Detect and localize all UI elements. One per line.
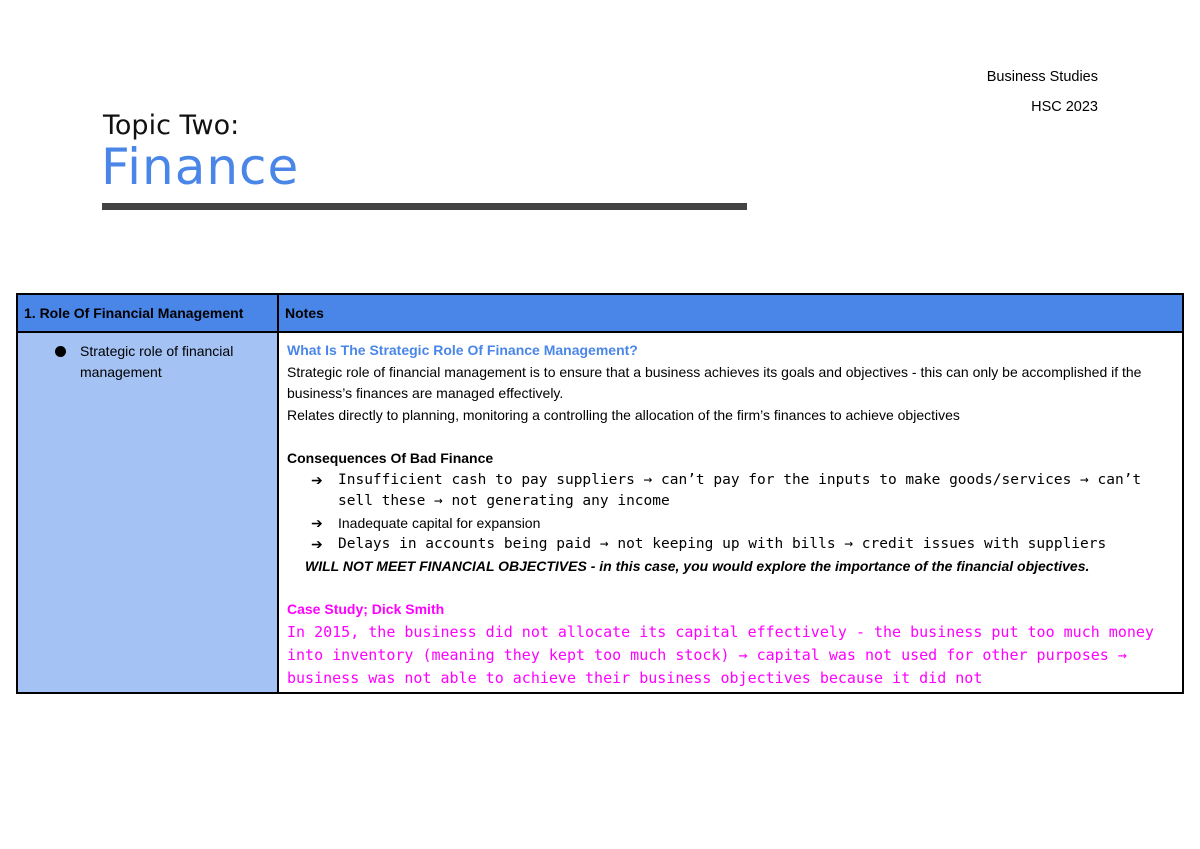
consequence-text: Inadequate capital for expansion xyxy=(338,514,541,531)
subject-label: Business Studies xyxy=(986,69,1098,85)
consequence-text: Delays in accounts being paid → not keeping up with bills → credit issues with suppliers xyxy=(338,536,1107,552)
year-label: HSC 2023 xyxy=(1031,99,1098,115)
case-study-text: In 2015, the business did not allocate its capital effectively - the business put too much money into inventory (meaning they kept too much stock) → capital was not used for other purposes → business was not able to achieve their business objectives because it did not xyxy=(287,622,1154,687)
topic-bullet-text: Strategic role of financial management xyxy=(80,343,234,380)
header-meta xyxy=(987,62,1098,122)
title-divider xyxy=(102,203,747,210)
list-item xyxy=(311,513,1174,535)
topic-label: Topic Two: xyxy=(103,110,240,141)
topic-cell xyxy=(17,332,278,693)
arrow-right-icon: ➔ xyxy=(311,471,323,488)
section-heading-strategic-role: What Is The Strategic Role Of Finance Management? xyxy=(287,342,638,358)
paragraph-relates: Relates directly to planning, monitoring a controlling the allocation of the firm’s finances to achieve objectives xyxy=(287,406,960,423)
notes-cell xyxy=(278,332,1183,693)
arrow-right-icon: ➔ xyxy=(311,514,323,531)
list-item xyxy=(311,534,1174,556)
header-cell-notes: Notes xyxy=(278,294,1183,332)
topic-title: Finance xyxy=(101,138,300,196)
section-heading-consequences: Consequences Of Bad Finance xyxy=(287,450,494,466)
list-item xyxy=(311,470,1174,513)
list-item xyxy=(28,341,269,383)
consequences-list xyxy=(287,470,1174,556)
notes-table xyxy=(16,293,1184,694)
section-heading-case-study: Case Study; Dick Smith xyxy=(287,601,445,617)
arrow-right-icon: ➔ xyxy=(311,536,323,552)
table-header-row xyxy=(17,294,1183,332)
consequence-text: Insufficient cash to pay suppliers → can’t pay for the inputs to make goods/services → can’t sell these → not generating any income xyxy=(338,471,1142,509)
table-row xyxy=(17,332,1183,693)
paragraph-strategic-role: Strategic role of financial management is to ensure that a business achieves its goals and objectives - this can only be accomplished if the business’s finances are managed effectively. xyxy=(287,363,1142,401)
emphasis-note: WILL NOT MEET FINANCIAL OBJECTIVES - in this case, you would explore the importance of the financial objectives. xyxy=(305,557,1090,574)
header-cell-topic: 1. Role Of Financial Management xyxy=(17,294,278,332)
bullet-icon xyxy=(55,346,66,357)
